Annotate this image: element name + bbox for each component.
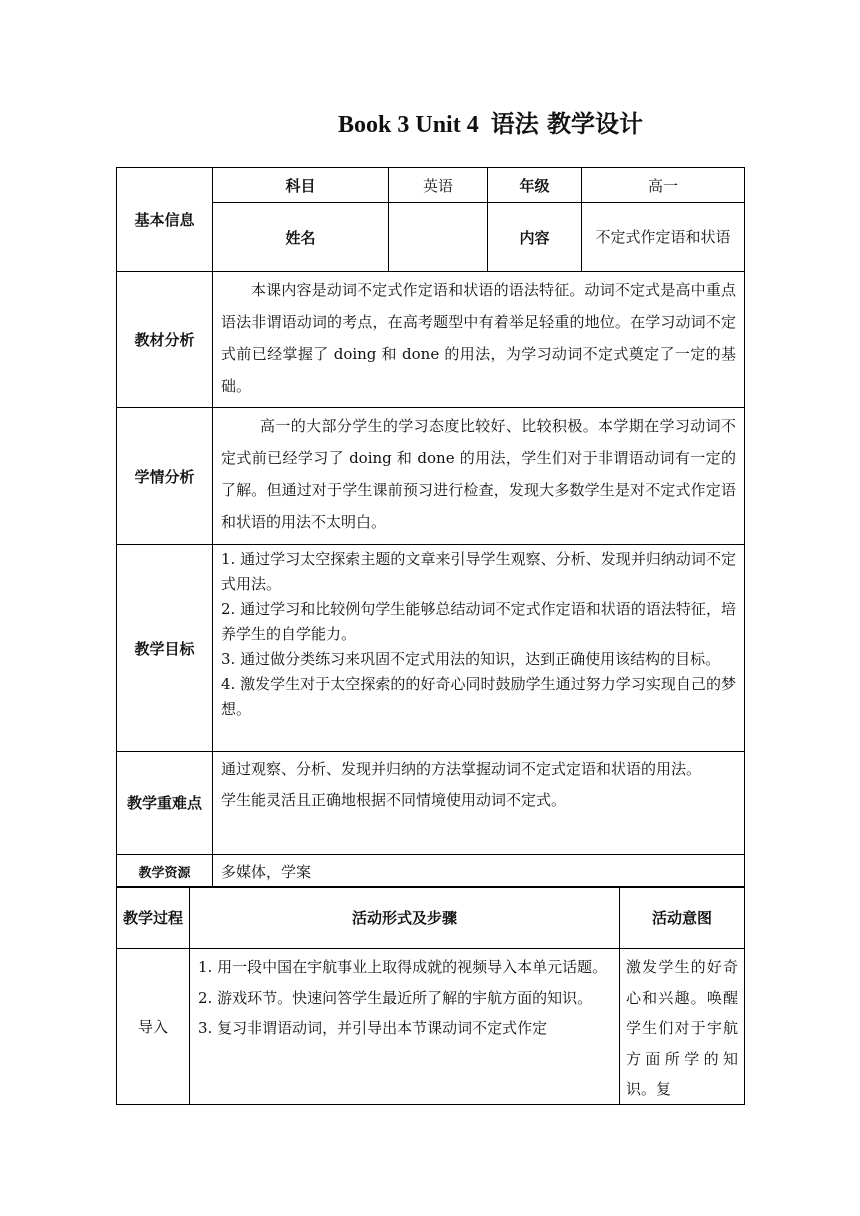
- key-point-item: 通过观察、分析、发现并归纳的方法掌握动词不定式定语和状语的用法。: [221, 760, 702, 778]
- process-step: 1. 用一段中国在宇航事业上取得成就的视频导入本单元话题。: [198, 958, 608, 976]
- title-main: Book 3 Unit 4: [338, 112, 479, 138]
- key-points-label: 教学重难点: [117, 752, 213, 855]
- process-header-steps: 活动形式及步骤: [190, 887, 620, 949]
- process-intent-intro: [620, 949, 745, 1105]
- goal-item: 2. 通过学习和比较例句学生能够总结动词不定式作定语和状语的语法特征，培养学生的自学能力。: [221, 600, 736, 643]
- goal-item: 4. 激发学生对于太空探索的的好奇心同时鼓励学生通过努力学习实现自己的梦想。: [221, 675, 736, 718]
- student-analysis-label: 学情分析: [117, 408, 213, 545]
- basic-info-label: 基本信息: [117, 168, 213, 272]
- material-analysis-label: 教材分析: [117, 272, 213, 408]
- material-analysis-text: 本课内容是动词不定式作定语和状语的语法特征。动词不定式是高中重点语法非谓语动词的考点，在高考题型中有着举足轻重的地位。在学习动词不定式前已经掌握了 doing 和 done 的用法，为学习动词不定式奠定了一定的基础。: [213, 272, 745, 408]
- grade-value: 高一: [582, 168, 745, 203]
- subject-value: 英语: [389, 168, 488, 203]
- content-label: 内容: [488, 203, 582, 272]
- name-label: 姓名: [213, 203, 389, 272]
- content-value: 不定式作定语和状语: [582, 203, 745, 272]
- process-table: [116, 886, 745, 1105]
- process-header-stage: 教学过程: [117, 887, 190, 949]
- process-stage-intro: 导入: [117, 949, 190, 1105]
- info-table: [116, 167, 745, 888]
- document-title: [338, 104, 643, 139]
- process-intent-text: 激发学生的好奇心和兴趣。唤醒学生们对于宇航方面所学的知识。复: [626, 958, 738, 1098]
- student-analysis-text: 高一的大部分学生的学习态度比较好、比较积极。本学期在学习动词不定式前已经学习了 doing 和 done 的用法，学生们对于非谓语动词有一定的了解。但通过对于学生课前预习进行检查，发现大多数学生是对不定式作定语和状语的用法不太明白。: [213, 408, 745, 545]
- subject-label: 科目: [213, 168, 389, 203]
- title-sub: 语法 教学设计: [490, 110, 644, 138]
- process-header-intent: 活动意图: [620, 887, 745, 949]
- goal-item: 3. 通过做分类练习来巩固不定式用法的知识，达到正确使用该结构的目标。: [221, 650, 721, 668]
- goal-item: 1. 通过学习太空探索主题的文章来引导学生观察、分析、发现并归纳动词不定式用法。: [221, 550, 736, 593]
- grade-label: 年级: [488, 168, 582, 203]
- teaching-goals-list: [213, 545, 745, 752]
- process-step: 2. 游戏环节。快速问答学生最近所了解的宇航方面的知识。: [198, 988, 593, 1007]
- name-value: [389, 203, 488, 272]
- resources-label: 教学资源: [117, 855, 213, 888]
- process-steps-intro: [190, 949, 620, 1105]
- key-point-item: 学生能灵活且正确地根据不同情境使用动词不定式。: [221, 791, 567, 809]
- process-step: 3. 复习非谓语动词，并引导出本节课动词不定式作定: [198, 1019, 548, 1037]
- key-points-list: [213, 752, 745, 855]
- resources-value: 多媒体，学案: [213, 855, 745, 888]
- teaching-goals-label: 教学目标: [117, 545, 213, 752]
